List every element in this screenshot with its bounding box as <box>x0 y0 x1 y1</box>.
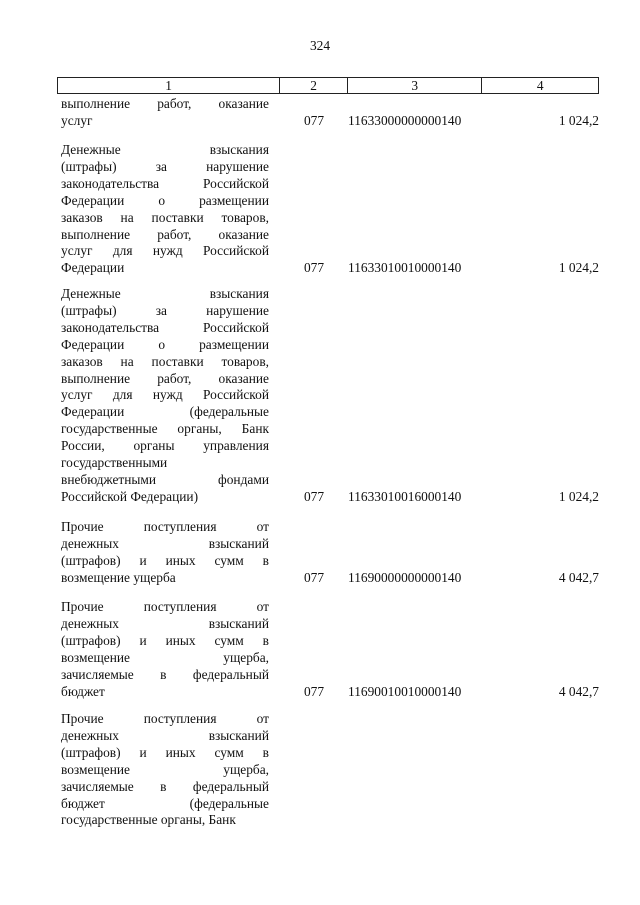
description-line: зачисляемые в федеральный <box>61 666 269 682</box>
description-line: (штрафы) за нарушение <box>61 158 269 174</box>
row-classification-code: 11633000000000140 <box>348 112 462 128</box>
row-chapter-code: 077 <box>303 488 325 504</box>
description-line: государственные органы, Банк <box>61 421 269 437</box>
description-line: Федерации <box>61 260 125 276</box>
table-row <box>57 142 599 277</box>
row-amount: 4 042,7 <box>558 683 599 699</box>
description-line: бюджет (федеральные <box>61 795 269 811</box>
description-line: услуг для нужд Российской <box>61 387 269 403</box>
description-line: Денежные взыскания <box>61 286 269 301</box>
description-line: Денежные взыскания <box>61 142 269 157</box>
row-description <box>61 599 269 700</box>
row-description <box>61 711 269 829</box>
description-line: денежных взысканий <box>61 615 269 631</box>
table-header <box>57 77 599 94</box>
description-line: государственные органы, Банк <box>61 812 236 828</box>
description-line: Российской Федерации) <box>61 488 199 504</box>
description-line: заказов на поставки товаров, <box>61 353 269 369</box>
header-col-4: 4 <box>481 78 598 93</box>
description-line: денежных взысканий <box>61 535 269 551</box>
row-description <box>61 519 269 587</box>
description-line: возмещение ущерба, <box>61 649 269 665</box>
description-line: Федерации (федеральные <box>61 404 269 420</box>
description-line: заказов на поставки товаров, <box>61 209 269 225</box>
description-line: (штрафов) и иных сумм в <box>61 552 269 568</box>
page-number: 324 <box>309 38 331 53</box>
row-description <box>61 142 269 277</box>
description-line: Прочие поступления от <box>61 711 269 726</box>
description-line: бюджет <box>61 683 105 699</box>
description-line: законодательства Российской <box>61 319 269 335</box>
row-classification-code: 11633010010000140 <box>348 260 462 276</box>
description-line: выполнение работ, оказание <box>61 96 269 111</box>
header-col-1: 1 <box>165 77 172 93</box>
description-line: возмещение ущерба <box>61 569 176 585</box>
row-amount: 4 042,7 <box>558 569 599 585</box>
row-chapter-code: 077 <box>303 260 325 276</box>
description-line: зачисляемые в федеральный <box>61 778 269 794</box>
row-amount: 1 024,2 <box>558 488 599 504</box>
row-description <box>61 96 269 130</box>
row-chapter-code: 077 <box>303 683 325 699</box>
header-col-3: 3 <box>347 78 482 93</box>
description-line: (штрафов) и иных сумм в <box>61 632 269 648</box>
row-chapter-code: 077 <box>303 112 325 128</box>
description-line: услуг <box>61 112 93 128</box>
description-line: Федерации о размещении <box>61 336 269 352</box>
row-description <box>61 286 269 506</box>
description-line: внебюджетными фондами <box>61 471 269 487</box>
description-line: услуг для нужд Российской <box>61 243 269 259</box>
header-col-2: 2 <box>279 78 347 93</box>
table-row <box>57 599 599 700</box>
table-row <box>57 519 599 587</box>
row-amount: 1 024,2 <box>558 112 599 128</box>
description-line: денежных взысканий <box>61 727 269 743</box>
description-line: государственными <box>61 455 168 471</box>
description-line: Федерации о размещении <box>61 192 269 208</box>
table-row <box>57 96 599 130</box>
table-row <box>57 286 599 506</box>
description-line: законодательства Российской <box>61 175 269 191</box>
description-line: (штрафы) за нарушение <box>61 302 269 318</box>
row-chapter-code: 077 <box>303 569 325 585</box>
description-line: выполнение работ, оказание <box>61 370 269 386</box>
description-line: Прочие поступления от <box>61 599 269 614</box>
description-line: выполнение работ, оказание <box>61 226 269 242</box>
row-classification-code: 11633010016000140 <box>348 488 462 504</box>
budget-table <box>57 77 599 828</box>
description-line: России, органы управления <box>61 438 269 454</box>
table-row <box>57 711 599 829</box>
description-line: возмещение ущерба, <box>61 761 269 777</box>
row-classification-code: 11690000000000140 <box>348 569 462 585</box>
description-line: (штрафов) и иных сумм в <box>61 744 269 760</box>
row-classification-code: 11690010010000140 <box>348 683 462 699</box>
row-amount: 1 024,2 <box>558 260 599 276</box>
description-line: Прочие поступления от <box>61 519 269 534</box>
